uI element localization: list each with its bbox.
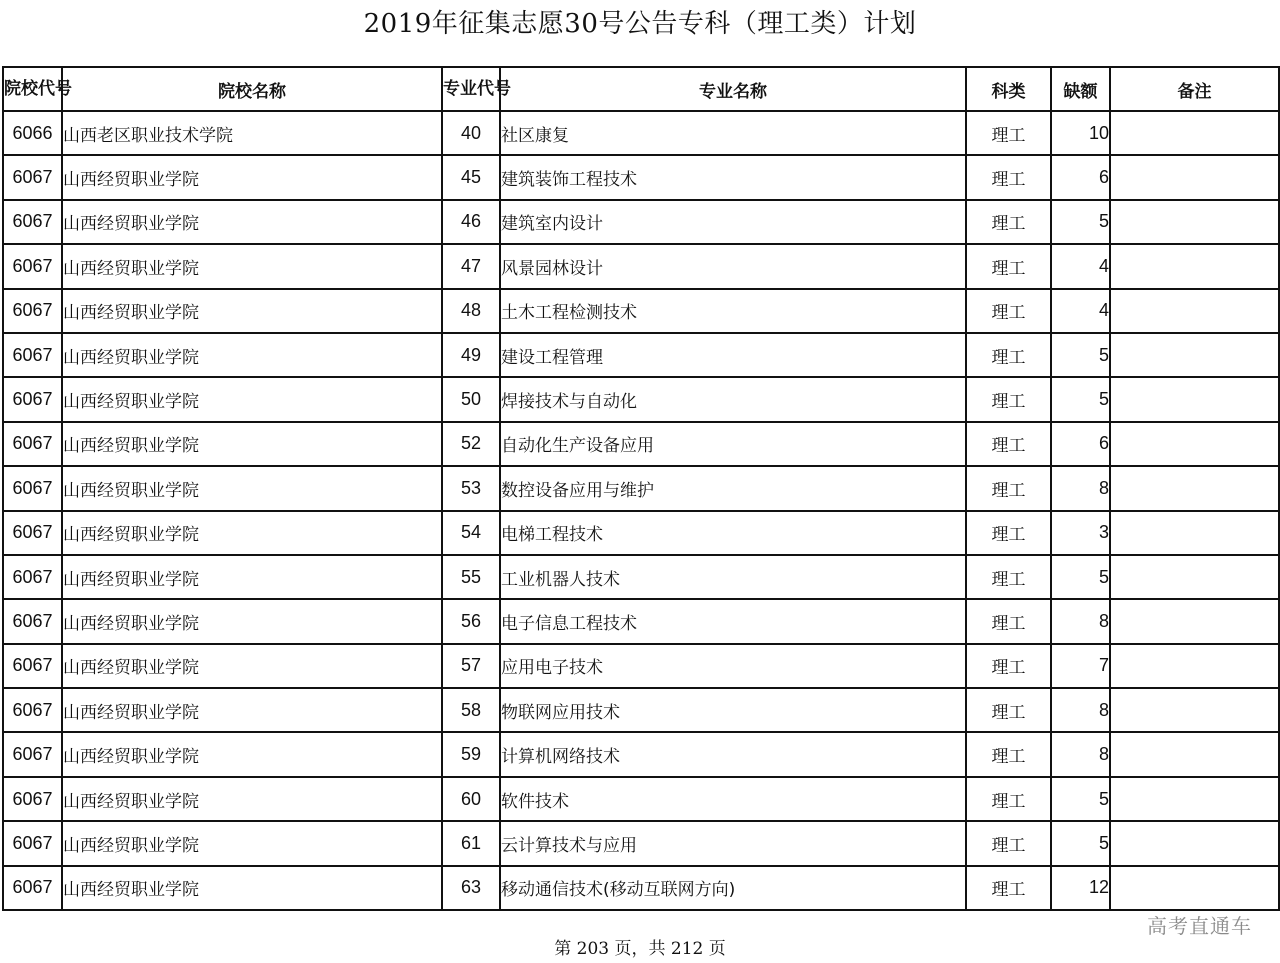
cell-major-name: 应用电子技术 (500, 644, 966, 688)
cell-quota: 8 (1051, 466, 1110, 510)
cell-note (1110, 599, 1279, 643)
table-row (3, 289, 1279, 333)
cell-major-name: 焊接技术与自动化 (500, 377, 966, 421)
table-row (3, 688, 1279, 732)
cell-school-name: 山西经贸职业学院 (62, 777, 442, 821)
table-row (3, 466, 1279, 510)
cell-major-name: 数控设备应用与维护 (500, 466, 966, 510)
cell-major-code: 53 (442, 466, 500, 510)
table-row (3, 111, 1279, 155)
table-row (3, 555, 1279, 599)
cell-school-name: 山西经贸职业学院 (62, 732, 442, 776)
cell-school-name: 山西老区职业技术学院 (62, 111, 442, 155)
cell-major-code: 52 (442, 422, 500, 466)
table-row (3, 821, 1279, 865)
cell-category: 理工 (966, 821, 1051, 865)
cell-school-code: 6067 (3, 599, 62, 643)
cell-category: 理工 (966, 200, 1051, 244)
cell-category: 理工 (966, 866, 1051, 910)
cell-major-name: 社区康复 (500, 111, 966, 155)
header-note: 备注 (1110, 67, 1279, 111)
cell-school-name: 山西经贸职业学院 (62, 644, 442, 688)
table-row (3, 200, 1279, 244)
cell-school-name: 山西经贸职业学院 (62, 599, 442, 643)
cell-major-name: 工业机器人技术 (500, 555, 966, 599)
cell-major-code: 61 (442, 821, 500, 865)
table-row (3, 599, 1279, 643)
cell-quota: 3 (1051, 511, 1110, 555)
cell-school-code: 6067 (3, 466, 62, 510)
cell-school-name: 山西经贸职业学院 (62, 866, 442, 910)
cell-category: 理工 (966, 511, 1051, 555)
cell-major-code: 55 (442, 555, 500, 599)
page-title: 2019年征集志愿30号公告专科（理工类）计划 (363, 9, 917, 39)
cell-major-name: 计算机网络技术 (500, 732, 966, 776)
header-quota: 缺额 (1051, 67, 1110, 111)
cell-school-name: 山西经贸职业学院 (62, 333, 442, 377)
cell-category: 理工 (966, 555, 1051, 599)
cell-school-name: 山西经贸职业学院 (62, 688, 442, 732)
table-row (3, 777, 1279, 821)
cell-note (1110, 333, 1279, 377)
table-row (3, 732, 1279, 776)
cell-note (1110, 244, 1279, 288)
cell-quota: 10 (1051, 111, 1110, 155)
cell-major-code: 58 (442, 688, 500, 732)
cell-quota: 4 (1051, 289, 1110, 333)
cell-category: 理工 (966, 289, 1051, 333)
cell-major-name: 云计算技术与应用 (500, 821, 966, 865)
table-row (3, 333, 1279, 377)
cell-school-name: 山西经贸职业学院 (62, 200, 442, 244)
cell-major-code: 63 (442, 866, 500, 910)
cell-school-code: 6067 (3, 377, 62, 421)
cell-quota: 5 (1051, 333, 1110, 377)
cell-category: 理工 (966, 155, 1051, 199)
watermark-text: 高考直通车 (1147, 914, 1252, 938)
cell-category: 理工 (966, 377, 1051, 421)
cell-major-code: 56 (442, 599, 500, 643)
cell-quota: 5 (1051, 821, 1110, 865)
cell-note (1110, 289, 1279, 333)
cell-category: 理工 (966, 466, 1051, 510)
cell-school-name: 山西经贸职业学院 (62, 289, 442, 333)
cell-category: 理工 (966, 777, 1051, 821)
cell-school-code: 6067 (3, 732, 62, 776)
cell-note (1110, 866, 1279, 910)
header-major-name: 专业名称 (500, 67, 966, 111)
cell-note (1110, 732, 1279, 776)
cell-school-code: 6067 (3, 644, 62, 688)
cell-school-code: 6066 (3, 111, 62, 155)
cell-major-name: 电梯工程技术 (500, 511, 966, 555)
table-row (3, 644, 1279, 688)
cell-note (1110, 511, 1279, 555)
cell-school-code: 6067 (3, 866, 62, 910)
cell-school-name: 山西经贸职业学院 (62, 155, 442, 199)
cell-major-code: 50 (442, 377, 500, 421)
cell-school-name: 山西经贸职业学院 (62, 244, 442, 288)
table-row (3, 511, 1279, 555)
cell-category: 理工 (966, 688, 1051, 732)
cell-major-code: 57 (442, 644, 500, 688)
header-major-code: 专业代号 (442, 67, 500, 111)
table-row (3, 377, 1279, 421)
cell-note (1110, 688, 1279, 732)
table-row (3, 866, 1279, 910)
cell-major-code: 49 (442, 333, 500, 377)
cell-category: 理工 (966, 644, 1051, 688)
cell-school-name: 山西经贸职业学院 (62, 466, 442, 510)
cell-school-code: 6067 (3, 333, 62, 377)
cell-quota: 7 (1051, 644, 1110, 688)
cell-major-name: 物联网应用技术 (500, 688, 966, 732)
cell-quota: 8 (1051, 688, 1110, 732)
cell-major-name: 风景园林设计 (500, 244, 966, 288)
cell-major-name: 建筑室内设计 (500, 200, 966, 244)
cell-note (1110, 821, 1279, 865)
cell-major-name: 土木工程检测技术 (500, 289, 966, 333)
table-row (3, 422, 1279, 466)
page-footer: 第 203 页，共 212 页 (554, 939, 726, 959)
cell-school-code: 6067 (3, 200, 62, 244)
cell-school-code: 6067 (3, 511, 62, 555)
cell-note (1110, 377, 1279, 421)
cell-quota: 5 (1051, 777, 1110, 821)
cell-note (1110, 155, 1279, 199)
table-body (3, 111, 1279, 910)
cell-category: 理工 (966, 333, 1051, 377)
cell-quota: 4 (1051, 244, 1110, 288)
table-header-row (3, 67, 1279, 111)
cell-major-code: 46 (442, 200, 500, 244)
cell-school-name: 山西经贸职业学院 (62, 821, 442, 865)
cell-quota: 6 (1051, 422, 1110, 466)
cell-major-code: 59 (442, 732, 500, 776)
cell-category: 理工 (966, 732, 1051, 776)
cell-note (1110, 555, 1279, 599)
cell-major-code: 47 (442, 244, 500, 288)
cell-school-code: 6067 (3, 155, 62, 199)
header-school-name: 院校名称 (62, 67, 442, 111)
cell-category: 理工 (966, 244, 1051, 288)
cell-major-name: 建筑装饰工程技术 (500, 155, 966, 199)
cell-quota: 5 (1051, 200, 1110, 244)
cell-school-code: 6067 (3, 555, 62, 599)
cell-quota: 12 (1051, 866, 1110, 910)
cell-major-name: 自动化生产设备应用 (500, 422, 966, 466)
cell-school-code: 6067 (3, 821, 62, 865)
cell-quota: 8 (1051, 599, 1110, 643)
cell-quota: 6 (1051, 155, 1110, 199)
cell-note (1110, 422, 1279, 466)
cell-major-name: 建设工程管理 (500, 333, 966, 377)
cell-major-code: 45 (442, 155, 500, 199)
cell-school-name: 山西经贸职业学院 (62, 377, 442, 421)
admission-plan-table (2, 66, 1280, 911)
cell-category: 理工 (966, 422, 1051, 466)
cell-school-code: 6067 (3, 289, 62, 333)
cell-school-code: 6067 (3, 244, 62, 288)
cell-major-name: 软件技术 (500, 777, 966, 821)
cell-school-name: 山西经贸职业学院 (62, 422, 442, 466)
cell-school-code: 6067 (3, 422, 62, 466)
cell-note (1110, 777, 1279, 821)
cell-category: 理工 (966, 111, 1051, 155)
cell-school-code: 6067 (3, 777, 62, 821)
cell-major-code: 54 (442, 511, 500, 555)
cell-major-name: 移动通信技术(移动互联网方向) (500, 866, 966, 910)
cell-quota: 8 (1051, 732, 1110, 776)
cell-school-name: 山西经贸职业学院 (62, 555, 442, 599)
cell-quota: 5 (1051, 377, 1110, 421)
cell-major-name: 电子信息工程技术 (500, 599, 966, 643)
cell-school-name: 山西经贸职业学院 (62, 511, 442, 555)
cell-major-code: 60 (442, 777, 500, 821)
cell-note (1110, 466, 1279, 510)
cell-school-code: 6067 (3, 688, 62, 732)
header-category: 科类 (966, 67, 1051, 111)
cell-note (1110, 200, 1279, 244)
table-row (3, 155, 1279, 199)
cell-major-code: 40 (442, 111, 500, 155)
header-school-code: 院校代号 (3, 67, 62, 111)
table-row (3, 244, 1279, 288)
cell-category: 理工 (966, 599, 1051, 643)
cell-quota: 5 (1051, 555, 1110, 599)
cell-note (1110, 111, 1279, 155)
cell-major-code: 48 (442, 289, 500, 333)
cell-note (1110, 644, 1279, 688)
